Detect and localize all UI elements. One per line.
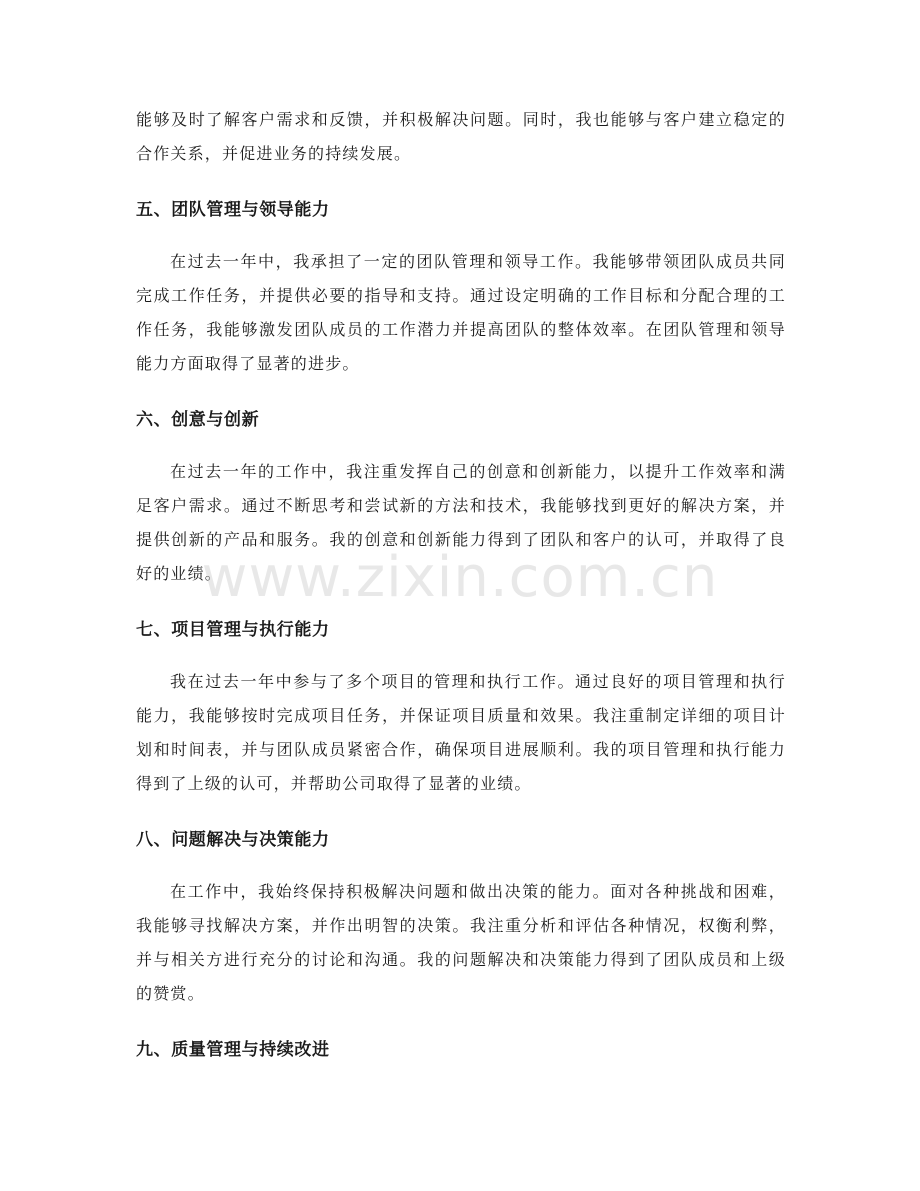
section-heading: 九、质量管理与持续改进 xyxy=(136,1040,330,1060)
section-team-management xyxy=(136,193,786,381)
section-heading: 五、团队管理与领导能力 xyxy=(136,200,330,220)
section-project-management xyxy=(136,613,786,801)
section-paragraph: 在过去一年中，我承担了一定的团队管理和领导工作。我能够带领团队成员共同完成工作任务，并提供必要的指导和支持。通过设定明确的工作目标和分配合理的工作任务，我能够激发团队成员的工作潜力并提高团队的整体效率。在团队管理和领导能力方面取得了显著的进步。 xyxy=(136,252,786,373)
section-paragraph: 在工作中，我始终保持积极解决问题和做出决策的能力。面对各种挑战和困难，我能够寻找解决方案，并作出明智的决策。我注重分析和评估各种情况，权衡利弊，并与相关方进行充分的讨论和沟通。我的问题解决和决策能力得到了团队成员和上级的赞赏。 xyxy=(136,882,786,1003)
section-heading: 七、项目管理与执行能力 xyxy=(136,620,330,640)
document-content xyxy=(136,103,786,1067)
section-problem-solving xyxy=(136,823,786,1011)
watermark: www.zixin.com.cn xyxy=(201,545,719,610)
section-creativity xyxy=(136,403,786,591)
section-heading: 六、创意与创新 xyxy=(136,410,260,430)
intro-paragraph: 能够及时了解客户需求和反馈，并积极解决问题。同时，我也能够与客户建立稳定的合作关系，并促进业务的持续发展。 xyxy=(136,110,786,163)
section-paragraph: 我在过去一年中参与了多个项目的管理和执行工作。通过良好的项目管理和执行能力，我能够按时完成项目任务，并保证项目质量和效果。我注重制定详细的项目计划和时间表，并与团队成员紧密合作，确保项目进展顺利。我的项目管理和执行能力得到了上级的认可，并帮助公司取得了显著的业绩。 xyxy=(136,672,786,793)
section-paragraph: 在过去一年的工作中，我注重发挥自己的创意和创新能力，以提升工作效率和满足客户需求。通过不断思考和尝试新的方法和技术，我能够找到更好的解决方案，并提供创新的产品和服务。我的创意和创新能力得到了团队和客户的认可，并取得了良好的业绩。 xyxy=(136,462,786,583)
section-heading: 八、问题解决与决策能力 xyxy=(136,830,330,850)
section-quality-management xyxy=(136,1033,786,1067)
